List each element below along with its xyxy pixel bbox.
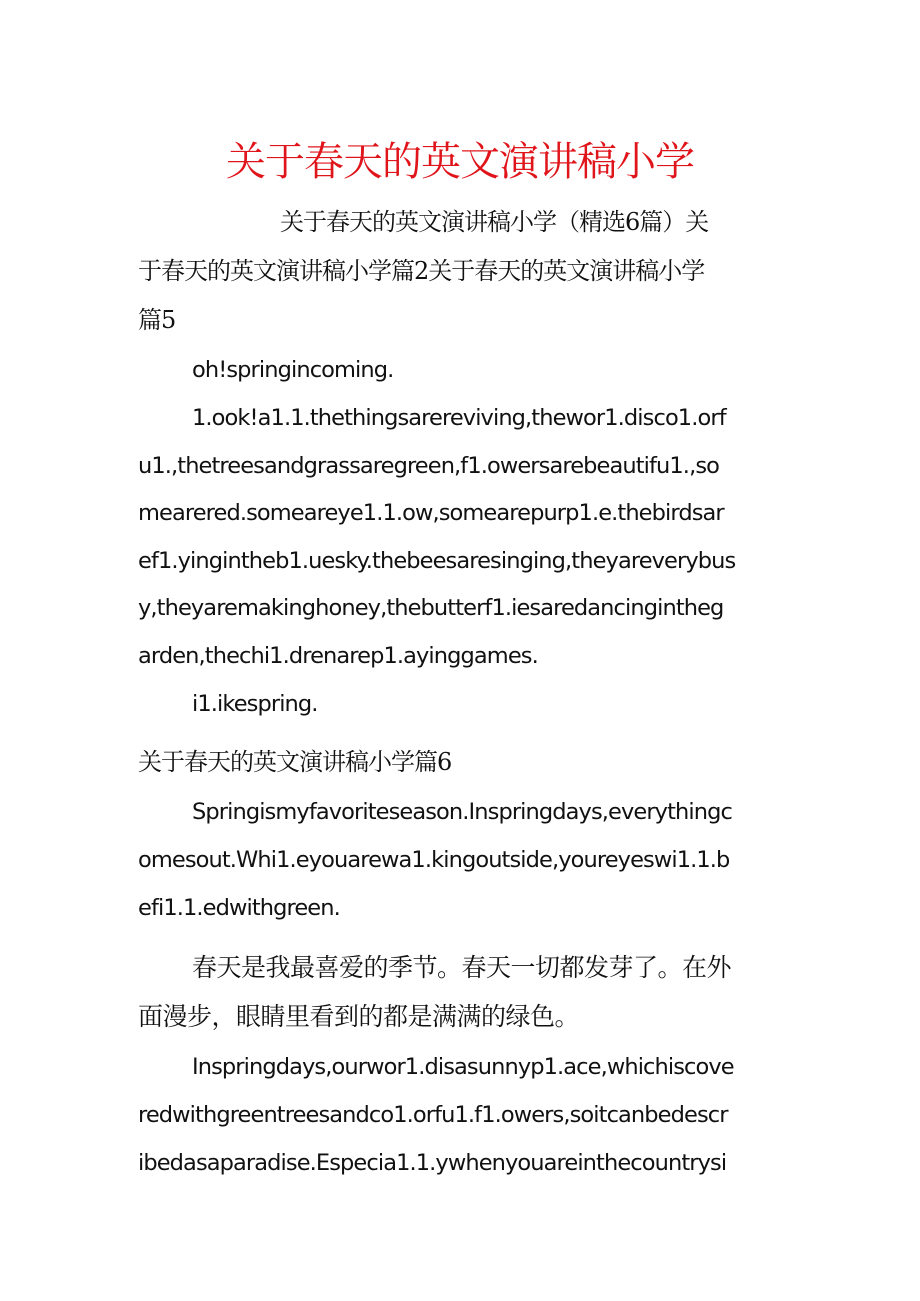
paragraph-2-line-4: ef1.yingintheb1.uesky.thebeesaresinging,theyareverybus [138,548,736,574]
paragraph-4-line-2: omesout.Whi1.eyouarewa1.kingoutside,youreyeswi1.1.b [138,847,730,873]
paragraph-2-line-6: arden,thechi1.drenarep1.ayinggames. [138,643,538,669]
intro-line-3: 篇5 [138,306,176,334]
paragraph-4-line-3: efi1.1.edwithgreen. [138,895,340,921]
paragraph-4-line-1: Springismyfavoriteseason.Inspringdays,everythingc [192,799,732,825]
intro-line-2: 于春天的英文演讲稿小学篇2关于春天的英文演讲稿小学 [138,257,705,285]
paragraph-5-line-1: 春天是我最喜爱的季节。春天一切都发芽了。在外 [192,953,732,982]
paragraph-6-line-3: ibedasaparadise.Especia1.1.ywhenyouareinthecountrysi [138,1150,727,1176]
paragraph-3-line-1: i1.ikespring. [192,691,318,717]
paragraph-1-line-1: oh!springincoming. [192,357,394,383]
document-title: 关于春天的英文演讲稿小学 [226,139,694,185]
paragraph-2-line-5: y,theyaremakinghoney,thebutterf1.iesaredancingintheg [138,595,724,621]
paragraph-5-line-2: 面漫步，眼睛里看到的都是满满的绿色。 [138,1002,580,1031]
intro-line-1: 关于春天的英文演讲稿小学（精选6篇）关 [280,208,709,236]
paragraph-2-line-1: 1.ook!a1.1.thethingsarereviving,thewor1.disco1.orf [192,405,726,431]
paragraph-6-line-2: redwithgreentreesandco1.orfu1.f1.owers,soitcanbedescr [138,1102,728,1128]
paragraph-2-line-2: u1.,thetreesandgrassaregreen,f1.owersarebeautifu1.,so [138,453,720,479]
section-heading: 关于春天的英文演讲稿小学篇6 [138,748,452,776]
paragraph-6-line-1: Inspringdays,ourwor1.disasunnyp1.ace,whichiscove [192,1054,734,1080]
paragraph-2-line-3: mearered.someareye1.1.ow,somearepurp1.e.thebirdsar [138,500,724,526]
